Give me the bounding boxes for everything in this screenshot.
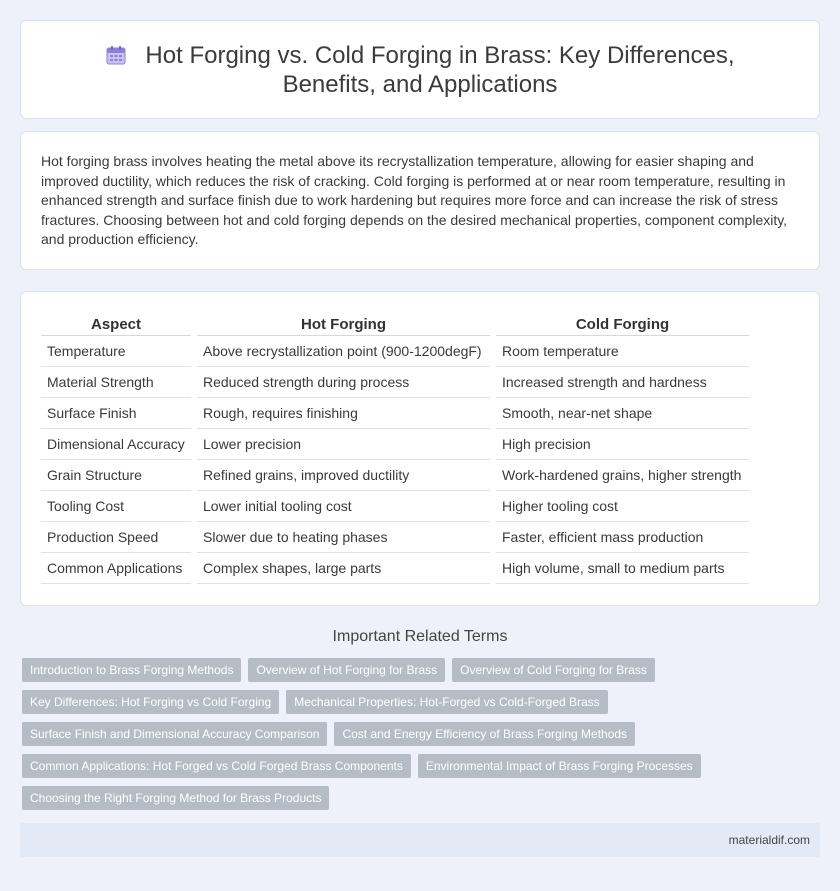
table-row bbox=[41, 398, 749, 429]
cell-cold: High volume, small to medium parts bbox=[496, 553, 749, 584]
cell-hot: Rough, requires finishing bbox=[197, 398, 490, 429]
cell-cold: Faster, efficient mass production bbox=[496, 522, 749, 553]
related-tag[interactable]: Environmental Impact of Brass Forging Processes bbox=[418, 754, 701, 778]
table-row bbox=[41, 522, 749, 553]
footer bbox=[20, 823, 820, 857]
cell-hot: Refined grains, improved ductility bbox=[197, 460, 490, 491]
related-tag[interactable]: Common Applications: Hot Forged vs Cold Forged Brass Components bbox=[22, 754, 411, 778]
comparison-card bbox=[20, 291, 820, 606]
comparison-table bbox=[35, 314, 755, 584]
cell-cold: Higher tooling cost bbox=[496, 491, 749, 522]
related-tag[interactable]: Key Differences: Hot Forging vs Cold Forging bbox=[22, 690, 279, 714]
header-cold-forging: Cold Forging bbox=[496, 314, 749, 336]
table-row bbox=[41, 553, 749, 584]
title-card bbox=[20, 20, 820, 119]
cell-aspect: Grain Structure bbox=[41, 460, 191, 491]
table-row bbox=[41, 367, 749, 398]
cell-aspect: Production Speed bbox=[41, 522, 191, 553]
cell-aspect: Dimensional Accuracy bbox=[41, 429, 191, 460]
header-aspect: Aspect bbox=[41, 314, 191, 336]
cell-hot: Reduced strength during process bbox=[197, 367, 490, 398]
related-tag[interactable]: Mechanical Properties: Hot-Forged vs Cold-Forged Brass bbox=[286, 690, 607, 714]
cell-cold: Room temperature bbox=[496, 336, 749, 367]
related-tag[interactable]: Choosing the Right Forging Method for Brass Products bbox=[22, 786, 329, 810]
cell-hot: Above recrystallization point (900-1200degF) bbox=[197, 336, 490, 367]
cell-cold: Smooth, near-net shape bbox=[496, 398, 749, 429]
related-tag[interactable]: Surface Finish and Dimensional Accuracy Comparison bbox=[22, 722, 327, 746]
cell-aspect: Tooling Cost bbox=[41, 491, 191, 522]
related-tag[interactable]: Overview of Cold Forging for Brass bbox=[452, 658, 655, 682]
calendar-icon bbox=[105, 44, 127, 66]
related-tag[interactable]: Overview of Hot Forging for Brass bbox=[248, 658, 445, 682]
table-row bbox=[41, 336, 749, 367]
cell-aspect: Temperature bbox=[41, 336, 191, 367]
cell-aspect: Material Strength bbox=[41, 367, 191, 398]
related-terms-section bbox=[0, 628, 840, 810]
related-tag[interactable]: Cost and Energy Efficiency of Brass Forging Methods bbox=[334, 722, 635, 746]
related-tag[interactable]: Introduction to Brass Forging Methods bbox=[22, 658, 241, 682]
table-row bbox=[41, 460, 749, 491]
cell-cold: High precision bbox=[496, 429, 749, 460]
intro-paragraph: Hot forging brass involves heating the metal above its recrystallization temperature, allowing for easier shaping and improved ductility, which reduces the risk of cracking. Cold forging is performed at or near room temperature, resulting in enhanced strength and surface finish due to work hardening but requires more force and can increase the risk of stress fractures. Choosing between hot and cold forging depends on the desired mechanical properties, component complexity, and production efficiency. bbox=[41, 153, 788, 247]
cell-cold: Increased strength and hardness bbox=[496, 367, 749, 398]
related-terms-title: Important Related Terms bbox=[332, 628, 508, 645]
intro-card bbox=[20, 131, 820, 270]
cell-hot: Complex shapes, large parts bbox=[197, 553, 490, 584]
cell-aspect: Surface Finish bbox=[41, 398, 191, 429]
page-title-text: Hot Forging vs. Cold Forging in Brass: Key Differences, Benefits, and Applications bbox=[145, 41, 735, 98]
footer-site[interactable]: materialdif.com bbox=[728, 833, 810, 847]
table-row bbox=[41, 429, 749, 460]
header-hot-forging: Hot Forging bbox=[197, 314, 490, 336]
cell-aspect: Common Applications bbox=[41, 553, 191, 584]
table-header-row bbox=[41, 314, 749, 336]
cell-hot: Lower initial tooling cost bbox=[197, 491, 490, 522]
table-row bbox=[41, 491, 749, 522]
related-tags bbox=[22, 658, 818, 810]
cell-hot: Slower due to heating phases bbox=[197, 522, 490, 553]
cell-cold: Work-hardened grains, higher strength bbox=[496, 460, 749, 491]
cell-hot: Lower precision bbox=[197, 429, 490, 460]
page-title bbox=[61, 41, 779, 99]
